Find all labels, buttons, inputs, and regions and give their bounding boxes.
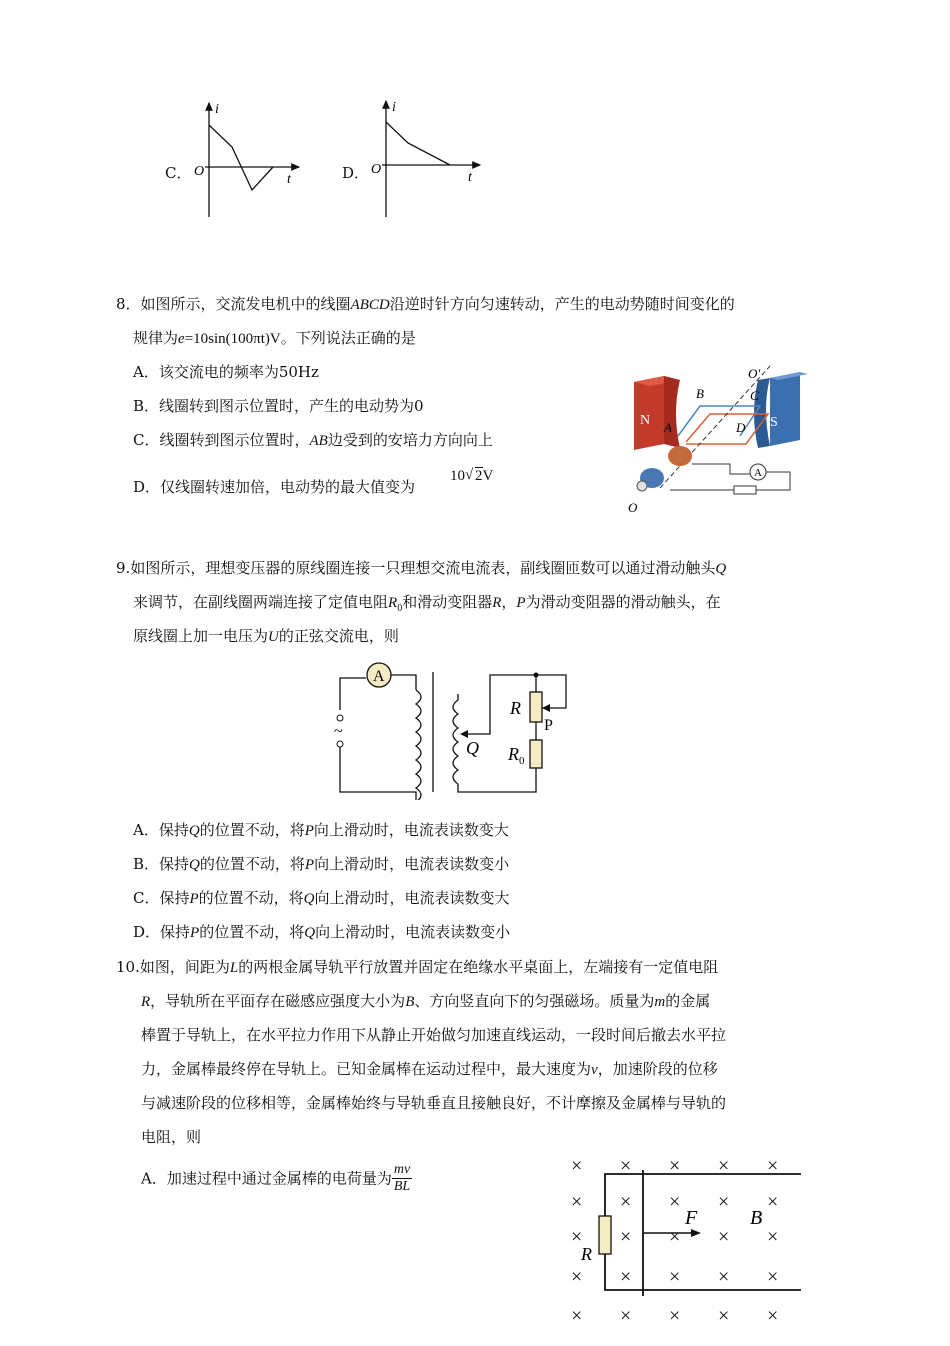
x-axis-label: t [468,170,472,185]
q8-option-d: D．仅线圈转速加倍，电动势的最大值变为 [133,478,416,496]
svg-text:×: × [669,1191,681,1213]
coil-d-label: D [736,420,746,435]
x-axis-label: t [287,172,291,187]
south-pole-magnet [770,372,800,446]
q10-stem-line1: 10.如图，间距为L的两根金属导轨平行放置并固定在绝缘水平桌面上，左端接有一定值电阻 [116,958,719,976]
r-label: R [581,1244,592,1264]
svg-text:×: × [571,1155,583,1177]
graph-c [185,95,315,225]
f-label: F [685,1207,698,1229]
current-curve [386,122,450,165]
origin-label: O [371,162,382,177]
q8-stem-line2: 规律为e=10sin(100πt)V。下列说法正确的是 [133,329,416,347]
svg-text:×: × [669,1305,681,1327]
svg-text:×: × [767,1155,779,1177]
q8-option-c: C．线圈转到图示位置时，AB边受到的安培力方向向上 [133,431,493,449]
ammeter-label: A [373,668,385,685]
r-label: R [510,698,521,718]
coil-c-label: C [750,388,759,403]
svg-text:×: × [767,1266,779,1288]
north-label: N [640,413,651,428]
q9-option-a: A．保持Q的位置不动，将P向上滑动时，电流表读数变大 [133,821,509,839]
b-label: B [750,1207,763,1229]
south-label: S [770,415,778,430]
y-axis-label: i [215,102,219,117]
svg-text:×: × [718,1305,730,1327]
q9-stem-line1: 9.如图所示，理想变压器的原线圈连接一只理想交流电流表，副线圈匝数可以通过滑动触头Q [116,559,727,577]
q9-stem-line2: 来调节，在副线圈两端连接了定值电阻$R_0$和滑动变阻器R，P为滑动变阻器的滑动触头，在 [133,593,721,614]
svg-text:×: × [767,1191,779,1213]
svg-text:×: × [571,1305,583,1327]
current-curve [209,125,273,190]
secondary-coil [453,700,458,784]
svg-text:×: × [669,1155,681,1177]
q10-stem-line3: 棒置于导轨上，在水平拉力作用下从静止开始做匀加速直线运动，一段时间后撤去水平拉 [141,1026,727,1044]
q8-option-d-value: 10 √ 2V [450,467,494,484]
q10-stem-line4: 力，金属棒最终停在导轨上。已知金属棒在运动过程中，最大速度为v，加速阶段的位移 [141,1060,718,1078]
svg-text:×: × [620,1266,632,1288]
svg-text:×: × [571,1266,583,1288]
svg-text:×: × [767,1226,779,1248]
q8-option-a: A．该交流电的频率为50Hz [133,363,319,381]
q-label: Q [466,738,479,758]
q9-stem-line3: 原线圈上加一电压为U的正弦交流电，则 [133,627,399,645]
q9-option-b: B．保持Q的位置不动，将P向上滑动时，电流表读数变小 [133,855,510,873]
svg-text:×: × [571,1191,583,1213]
p-label: P [544,717,553,734]
resistor [734,486,756,494]
svg-text:×: × [620,1155,632,1177]
svg-text:×: × [718,1266,730,1288]
svg-text:×: × [620,1191,632,1213]
q8-option-b: B．线圈转到图示位置时，产生的电动势为0 [133,397,424,415]
y-axis-label: i [392,100,396,115]
ammeter-label: A [754,467,762,479]
origin-label: O [194,164,205,179]
graph-d [362,95,492,225]
resistor-r0 [530,740,542,768]
svg-text:×: × [620,1226,632,1248]
resistor-r [599,1216,611,1254]
q10-stem-line5: 与减速阶段的位移相等，金属棒始终与导轨垂直且接触良好，不计摩擦及金属棒与导轨的 [141,1094,727,1112]
coil-a-label: A [664,420,672,435]
svg-text:×: × [718,1226,730,1248]
option-c-label: C． [165,164,192,182]
svg-text:×: × [669,1226,681,1248]
q8-stem-line1: 8．如图所示，交流发电机中的线圈ABCD沿逆时针方向匀速转动，产生的电动势随时间变化的 [116,295,735,313]
svg-text:×: × [669,1266,681,1288]
transformer-figure [330,660,580,800]
rheostat-r [530,692,542,722]
r0-label: $R_0$ [508,744,525,767]
axis-o-bottom-label: O [628,500,638,515]
generator-figure [620,358,820,518]
rail-figure [565,1150,805,1330]
q9-option-d: D．保持P的位置不动，将Q向上滑动时，电流表读数变小 [133,923,511,941]
primary-coil [416,690,421,800]
ac-source-symbol: ~ [334,723,343,740]
svg-text:×: × [571,1226,583,1248]
charge-fraction: $\frac{mv}{BL}$ [393,1162,411,1194]
option-d-label: D． [342,164,370,182]
q10-option-a: A．加速过程中通过金属棒的电荷量为 $\frac{mv}{BL}$ [141,1162,411,1194]
coil-b-label: B [696,386,704,401]
svg-text:×: × [718,1191,730,1213]
svg-text:×: × [620,1305,632,1327]
axis-o-top-label: O′ [748,366,761,381]
q10-stem-line2: R，导轨所在平面存在磁感应强度大小为B、方向竖直向下的匀强磁场。质量为m的金属 [141,992,711,1010]
coil-blue [678,406,760,436]
q10-stem-line6: 电阻，则 [141,1128,202,1146]
q9-option-c: C．保持P的位置不动，将Q向上滑动时，电流表读数变大 [133,889,510,907]
svg-text:×: × [718,1155,730,1177]
svg-text:×: × [767,1305,779,1327]
